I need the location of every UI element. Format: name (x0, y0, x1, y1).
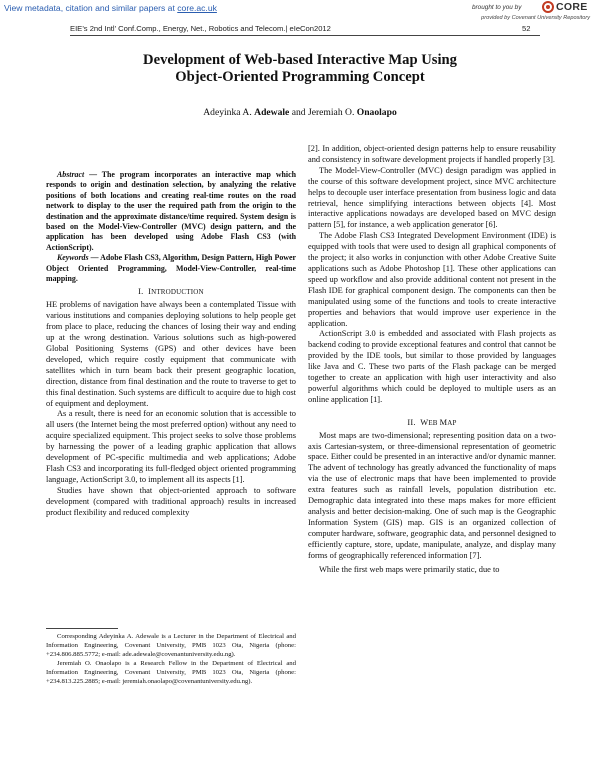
web-map-paragraph-2: While the first web maps were primarily static, due to (319, 564, 500, 574)
section2-numeral: II. (407, 417, 416, 427)
intro-paragraph-2: As a result, there is need for an economic solution that is accessible to all users (the Internet being the most preferred option) without any need to acquire specialized equipment. This project seeks to solve those problems by harnessing the power of a leading graphic application that allows development of PC-specific multimedia and web applications; Adobe Flash CS3 and incorporating its full-fledged object oriented programming language, ActionScript 3.0, to implement all its aspects [1]. (46, 409, 296, 484)
section2-rest: AP (447, 418, 457, 427)
conference-title: EIE’s 2nd Intl’ Conf.Comp., Energy, Net., Robotics and Telecom.| eIeCon2012 (70, 24, 331, 33)
author2-first: Jeremiah O. (307, 107, 355, 118)
web-map-paragraph-1: Most maps are two-dimensional; representing position data on a two-axis Cartesian-system, or three-dimensional representation of geometric space. Either could be presented in an interactive and/or dynamic manner. The advent of technology has greatly advanced the functionality of maps via the use of electronic maps that have been implemented to provide extra features such as rainfall levels, population distribution etc. Demographic data integrated into these maps makes for more efficient analysis and better decision-making. One of such map is the Geographic Information System (GIS) map. GIS is an organized collection of computer hardware, software, geographic data, and personnel designed to efficiently capture, store, update, manipulate, analyze, and display many forms of geographically referenced information [7]. (308, 430, 556, 560)
header-divider (70, 35, 540, 36)
abstract (46, 170, 296, 253)
footnote-1: Corresponding Adeyinka A. Adewale is a Lecturer in the Department of Electrical and Information Engineering, Covenant University, PMB 1023 Ota, Nigeria (phone: +234.806.885.5772; e-mail: ade.adewale@covenantuniversity.edu.ng). (46, 633, 296, 658)
footnotes (46, 633, 296, 686)
right-column (308, 144, 556, 575)
metadata-link[interactable] (4, 3, 217, 13)
section1-rest: NTRODUCTION (151, 288, 204, 297)
title-line-1: Development of Web-based Interactive Map Using (143, 52, 457, 68)
core-logo[interactable] (542, 1, 588, 13)
section-heading-web-map (308, 418, 556, 429)
author-line (60, 107, 540, 118)
brought-to-you-text: brought to you by (472, 4, 522, 11)
right-paragraph-4: ActionScript 3.0 is embedded and associated with Flash projects as backend coding to provide exceptional features and control that cannot be provided by the IDE tools, but similar to those provided by languages like Java and C. These two parts of the Flash package can be merged together to create an application with high user interactivity and also powerful algorithms which could be deployed to multiple users as an online application [1]. (308, 329, 556, 404)
author-and: and (291, 107, 306, 118)
core-logo-text: CORE (556, 1, 588, 13)
keywords-label: Keywords (57, 253, 89, 263)
paper-title (60, 52, 540, 86)
abstract-label: Abstract (57, 170, 85, 179)
author1-first: Adeyinka A. (203, 107, 252, 118)
core-site-link[interactable]: core.ac.uk (177, 3, 217, 13)
section-heading-introduction (46, 287, 296, 298)
core-banner (0, 0, 600, 20)
metadata-link-text[interactable]: View metadata, citation and similar papers at (4, 3, 175, 13)
intro-paragraph-1: HE problems of navigation have always been a contemplated Tissue with various institutions and companies deploying solutions to help people get from place to place, reducing the chances of losing their way and ending up at the wrong destination. Various solutions such as high-powered Global Positioning Systems (GPS) and other devices have been developed, which require costly equipment that communicate with satellites which in turn beam back their present geographic location, direction, distance from final destination and the route to traverse to get to this final destination. Such systems are difficult to acquire due to high cost of equipment and deployment. (46, 300, 296, 408)
abstract-text: — The program incorporates an interactive map which responds to origin and destination selection, by analyzing the relative positions of both locations and creating real-time routes on the road network to display to the user the required path from the origin to the destination and the approximate distance/time required. System design is based on the Model-View-Controller (MVC) design pattern, and the application has been developed using Adobe Flash CS3 (with ActionScript). (46, 170, 296, 252)
right-paragraph-3: The Adobe Flash CS3 Integrated Development Environment (IDE) is equipped with tools that were used to design all graphical components of the project; it also works in conjunction with other Adobe Creative Suite applications such as Adobe Photoshop [1]. These other applications can speed up workflow and also provide additional content not present in the Flash IDE for graphical component design. The components can then be manipulated using some of the functions and tools to create interactive properties and behaviors that would improve user experience in the application. (308, 231, 556, 328)
section1-first: I (148, 287, 152, 297)
left-column (46, 170, 296, 519)
author2-last: Onaolapo (356, 107, 397, 118)
intro-paragraph-3: Studies have shown that object-oriented approach to software development (compared with traditional approach) results in increased product flexibility and reduced complexity (46, 485, 296, 517)
page-number: 52 (522, 24, 531, 33)
footnote-2: Jeremiah O. Onaolapo is a Research Fellow in the Department of Electrical and Information Engineering, Covenant University, PMB 1023 Ota, Nigeria (phone: +234.813.225.2885; e-mail: jeremiah.onaolapo@covenantuniversity.edu.ng). (46, 659, 296, 685)
footnote-divider (46, 628, 118, 629)
section2-first: W (420, 417, 429, 427)
section1-numeral: I. (138, 287, 144, 297)
provided-by-text: provided by Covenant University Repository (481, 15, 590, 21)
right-paragraph-2: The Model-View-Controller (MVC) design paradigm was applied in the course of this software development project, since MVC architecture helps to decouple user interface presentation from business logic and data retrieval, hence simplifying interactions between objects [4]. Most interactive applications nowadays are developed based on MVC design pattern [5], for instance, a web application generator [6]. (308, 165, 556, 230)
keywords-text: — Adobe Flash CS3, Algorithm, Design Pattern, High Power Object Oriented Programming, Model-View-Controller, real-time mapping. (46, 253, 296, 284)
core-logo-icon (542, 1, 554, 13)
section2-mid: EB (428, 418, 440, 427)
section2-second: M (439, 417, 448, 427)
keywords (46, 253, 296, 284)
author1-last: Adewale (254, 107, 290, 118)
title-line-2: Object-Oriented Programming Concept (175, 69, 425, 85)
right-paragraph-1: [2]. In addition, object-oriented design patterns help to ensure reusability and consistency in software development projects if handled properly [3]. (308, 144, 556, 164)
